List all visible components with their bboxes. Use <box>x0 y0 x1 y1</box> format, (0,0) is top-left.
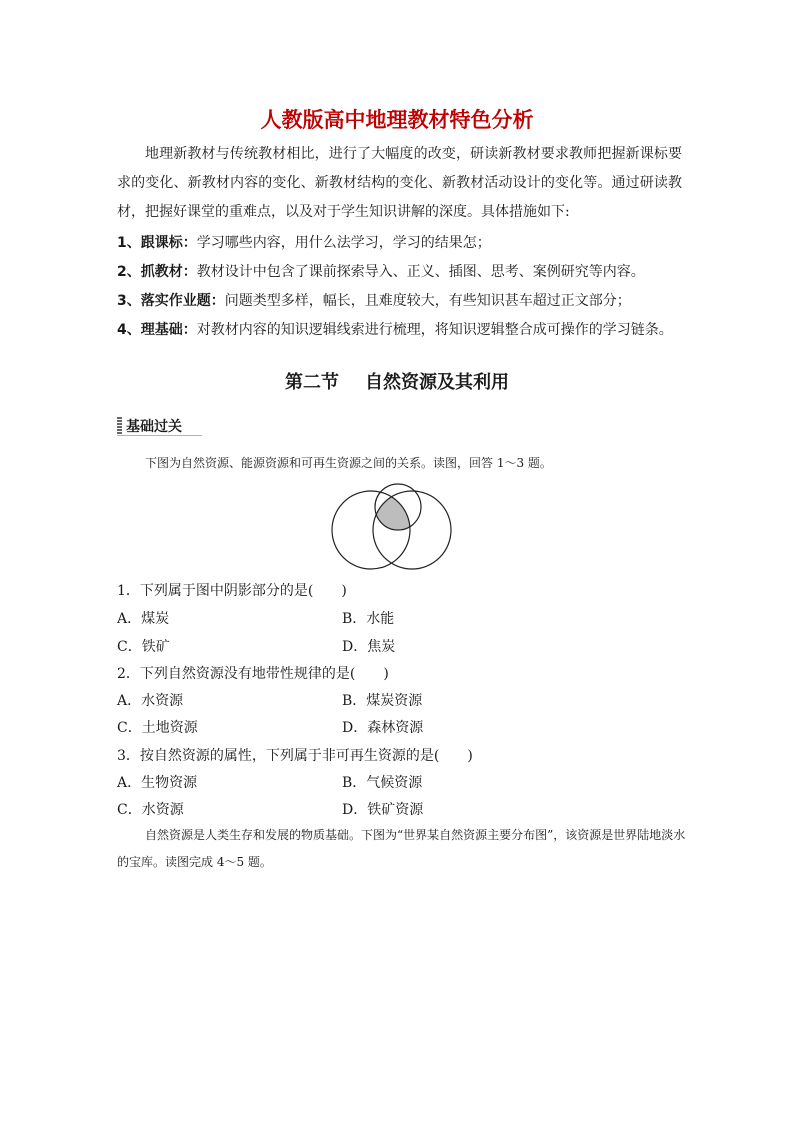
question-3: 3．按自然资源的属性，下列属于非可再生资源的是( ) <box>117 748 473 764</box>
measure-body: 教材设计中包含了课前探索导入、正义、插图、思考、案例研究等内容。 <box>196 264 645 280</box>
question-2: 2．下列自然资源没有地带性规律的是( ) <box>117 666 389 682</box>
option-1a: A．煤炭 <box>117 611 170 627</box>
option-3c: C．水资源 <box>117 802 184 818</box>
measure-item-4 <box>117 319 697 339</box>
venn-diagram <box>330 474 460 578</box>
measure-body: 学习哪些内容，用什么法学习，学习的结果怎； <box>196 235 491 251</box>
section-badge <box>117 416 182 436</box>
option-1b: B．水能 <box>342 611 395 627</box>
measure-body: 问题类型多样，幅长，且难度较大，有些知识甚车超过正文部分； <box>224 293 631 309</box>
measure-body: 对教材内容的知识逻辑线索进行梳理，将知识逻辑整合成可操作的学习链条。 <box>196 322 673 338</box>
measure-item-2 <box>117 261 697 281</box>
option-2d: D．森林资源 <box>342 720 424 736</box>
document-title: 人教版高中地理教材特色分析 <box>260 108 534 132</box>
measure-head: 1、跟课标： <box>117 235 197 251</box>
closing-paragraph: 自然资源是人类生存和发展的物质基础。下图为“世界某自然资源主要分布图”，该资源是世界陆地淡水的宝库。读图完成 4～5 题。 <box>117 828 686 869</box>
option-1d: D．焦炭 <box>342 639 396 655</box>
figure-intro: 下图为自然资源、能源资源和可再生资源之间的关系。读图，回答 1～3 题。 <box>145 456 552 470</box>
option-3a: A．生物资源 <box>117 775 198 791</box>
intro-paragraph: 地理新教材与传统教材相比，进行了大幅度的改变，研读新教材要求教师把握新课标要求的变化、新教材内容的变化、新教材结构的变化、新教材活动设计的变化等。通过研读教材，把握好课堂的重难点，以及对于学生知识讲解的深度。具体措施如下: <box>117 146 682 220</box>
measure-item-1 <box>117 232 697 252</box>
option-2a: A．水资源 <box>117 693 184 709</box>
option-3d: D．铁矿资源 <box>342 802 424 818</box>
measure-head: 3、落实作业题： <box>117 293 225 309</box>
measure-head: 2、抓教材： <box>117 264 197 280</box>
option-3b: B．气候资源 <box>342 775 423 791</box>
badge-underline <box>117 435 202 436</box>
question-1: 1．下列属于图中阴影部分的是( ) <box>117 583 347 599</box>
venn-circle-right <box>373 491 451 569</box>
section-name: 自然资源及其利用 <box>365 372 509 393</box>
section-heading <box>0 368 794 394</box>
badge-bar-icon <box>117 417 122 435</box>
badge-label: 基础过关 <box>126 419 182 435</box>
section-number: 第二节 <box>285 372 339 393</box>
option-2b: B．煤炭资源 <box>342 693 423 709</box>
option-2c: C．土地资源 <box>117 720 198 736</box>
option-1c: C．铁矿 <box>117 639 170 655</box>
measure-item-3 <box>117 290 697 310</box>
measure-head: 4、理基础： <box>117 322 197 338</box>
